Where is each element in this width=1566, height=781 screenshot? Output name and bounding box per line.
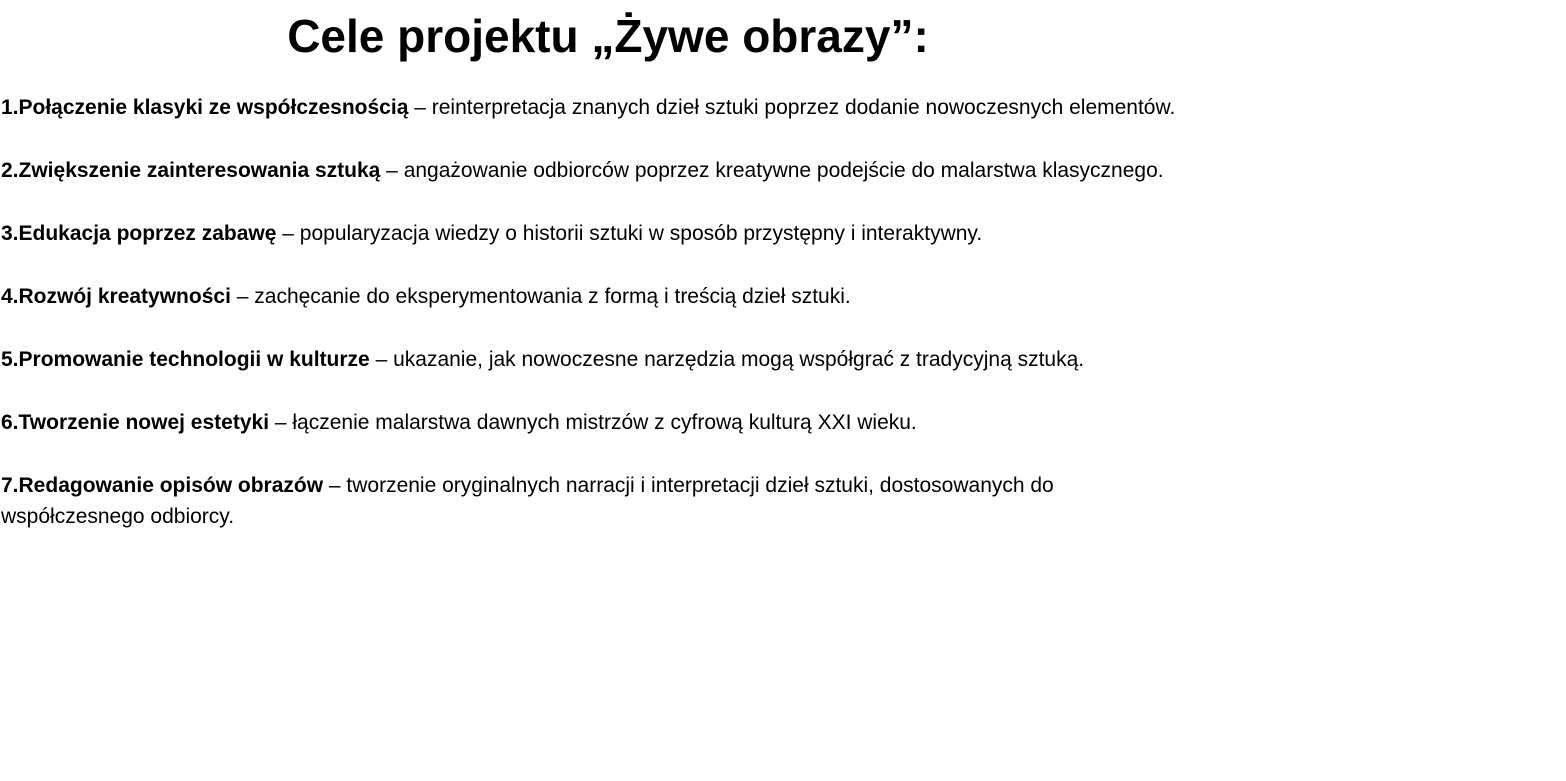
goal-heading-text: Edukacja poprzez zabawę	[18, 222, 277, 245]
goal-description: reinterpretacja znanych dzieł sztuki poprzez dodanie nowoczesnych elementów.	[431, 96, 1176, 119]
goal-item-6	[1, 407, 1191, 438]
goal-heading-text: Redagowanie opisów obrazów	[18, 474, 324, 497]
goal-heading	[1, 222, 276, 245]
goal-heading-text: Zwiększenie zainteresowania sztuką	[18, 159, 381, 182]
goals-list	[1, 92, 1191, 564]
goal-heading-text: Tworzenie nowej estetyki	[18, 411, 270, 434]
goal-item-4	[1, 281, 1191, 312]
goal-separator: –	[380, 159, 404, 182]
goal-description: łączenie malarstwa dawnych mistrzów z cyfrową kulturą XXI wieku.	[292, 411, 917, 434]
goal-separator: –	[408, 96, 432, 119]
goal-item-1	[1, 92, 1191, 123]
goal-separator: –	[269, 411, 293, 434]
goal-heading-text: Rozwój kreatywności	[18, 285, 231, 308]
goal-heading	[1, 348, 370, 371]
goal-separator: –	[369, 348, 394, 371]
goal-separator: –	[230, 285, 255, 308]
goal-description: popularyzacja wiedzy o historii sztuki w sposób przystępny i interaktywny.	[299, 222, 983, 245]
goal-heading-text: Promowanie technologii w kulturze	[18, 348, 370, 371]
goal-separator: –	[276, 222, 300, 245]
goal-description: angażowanie odbiorców poprzez kreatywne podejście do malarstwa klasycznego.	[403, 159, 1164, 182]
goal-number: 2.	[1, 159, 19, 182]
goal-number: 6.	[1, 411, 19, 434]
goal-heading	[1, 285, 231, 308]
goal-heading	[1, 96, 408, 119]
goal-description: zachęcanie do eksperymentowania z formą i treścią dzieł sztuki.	[254, 285, 851, 308]
goal-item-3	[1, 218, 1191, 249]
goal-number: 3.	[1, 222, 19, 245]
goal-number: 7.	[1, 474, 19, 497]
goal-heading	[1, 159, 380, 182]
page-title: Cele projektu „Żywe obrazy”:	[287, 10, 929, 62]
goal-item-2	[1, 155, 1191, 186]
goal-item-7	[1, 470, 1191, 532]
goal-description: ukazanie, jak nowoczesne narzędzia mogą współgrać z tradycyjną sztuką.	[393, 348, 1085, 371]
goal-number: 5.	[1, 348, 19, 371]
goal-item-5	[1, 344, 1191, 375]
goal-heading	[1, 411, 269, 434]
goal-number: 1.	[1, 96, 19, 119]
goal-description: tworzenie oryginalnych narracji i interpretacji dzieł sztuki, dostosowanych do współczesnego odbiorcy.	[1, 474, 1054, 528]
goal-heading	[1, 474, 323, 497]
goal-number: 4.	[1, 285, 19, 308]
goal-heading-text: Połączenie klasyki ze współczesnością	[18, 96, 409, 119]
goal-separator: –	[323, 474, 347, 497]
